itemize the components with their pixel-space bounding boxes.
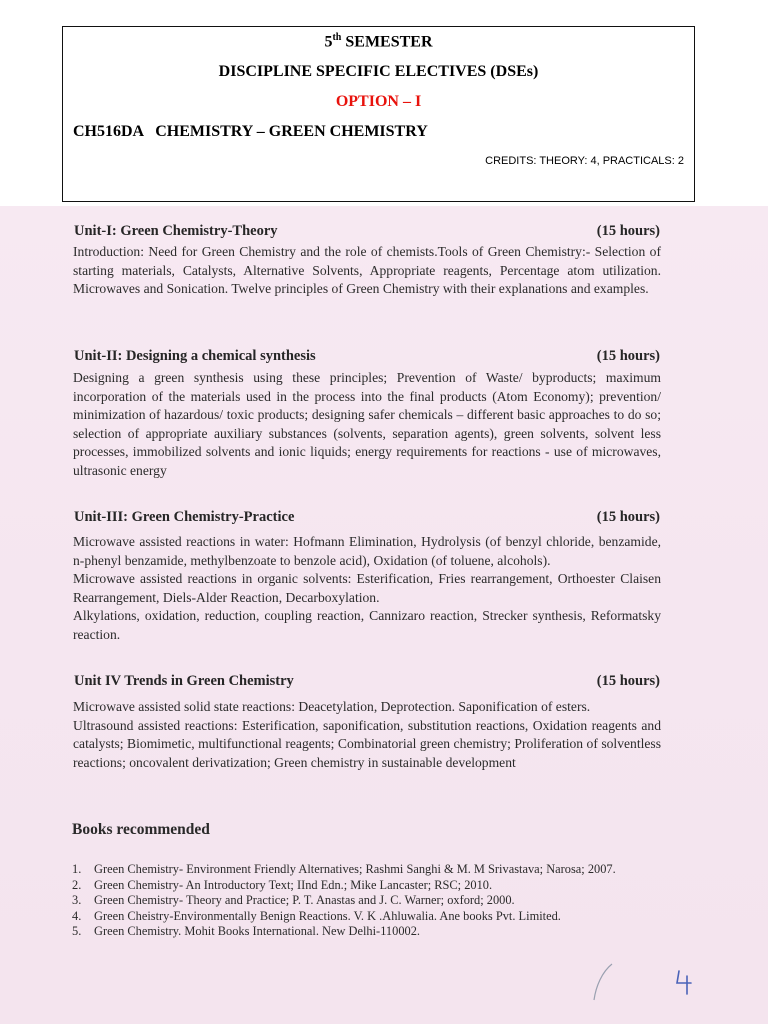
unit-title: Unit-I: Green Chemistry-Theory (74, 223, 278, 239)
book-item (72, 893, 668, 909)
book-text: Green Chemistry- Environment Friendly Alternatives; Rashmi Sanghi & M. M Srivastava; Narosa; 2007. (94, 862, 616, 876)
option-heading: OPTION – I (335, 93, 422, 110)
semester-word: SEMESTER (345, 33, 433, 51)
book-number: 4. (72, 908, 82, 923)
book-number: 2. (72, 877, 82, 892)
unit-paragraph: Alkylations, oxidation, reduction, coupling reaction, Cannizaro reaction, Strecker synthesis, Reformatsky reaction. (73, 608, 661, 642)
unit-3-body (73, 533, 661, 645)
books-heading: Books recommended (72, 821, 210, 838)
unit-1-body (73, 243, 661, 299)
unit-hours: (15 hours) (596, 509, 660, 525)
book-item (72, 878, 668, 894)
unit-paragraph: Microwave assisted solid state reactions: Deacetylation, Deprotection. Saponification of esters. (73, 699, 591, 714)
unit-paragraph: Microwave assisted reactions in water: Hofmann Elimination, Hydrolysis (of benzyl chloride, benzamide, n-phenyl benzamide, methylbenzoate to benzole acid), Oxidation (of toluene, alcohols). (73, 534, 661, 568)
pen-stroke-mark (588, 962, 618, 1002)
unit-2-heading (74, 348, 660, 365)
book-number: 1. (72, 862, 82, 876)
book-item (72, 924, 668, 940)
unit-hours: (15 hours) (596, 348, 660, 364)
book-item (72, 909, 668, 925)
handwritten-page-number (672, 968, 696, 996)
unit-paragraph: Microwave assisted reactions in organic solvents: Esterification, Fries rearrangement, Orthoester Claisen Rearrangement, Diels-Alder Reaction, Decarboxylation. (73, 571, 661, 605)
unit-4-body (73, 698, 661, 772)
unit-paragraph: Introduction: Need for Green Chemistry and the role of chemists.Tools of Green Chemistry:- Selection of starting materials, Catalysts, Alternative Solvents, Appropriate reagents, Percentage atom utilization. Microwaves and Sonication. Twelve principles of Green Chemistry with their explanations and examples. (73, 244, 661, 297)
semester-suffix: th (332, 32, 342, 43)
semester-number: 5 (324, 33, 333, 51)
unit-title: Unit-III: Green Chemistry-Practice (74, 509, 295, 525)
unit-4-heading (74, 673, 660, 690)
semester-heading (63, 32, 694, 51)
book-text: Green Cheistry-Environmentally Benign Reactions. V. K .Ahluwalia. Ane books Pvt. Limited. (94, 908, 561, 923)
course-title: CH516DA CHEMISTRY – GREEN CHEMISTRY (73, 123, 428, 140)
book-text: Green Chemistry- An Introductory Text; IInd Edn.; Mike Lancaster; RSC; 2010. (94, 877, 493, 892)
unit-hours: (15 hours) (596, 223, 660, 239)
book-number: 3. (72, 893, 82, 907)
unit-hours: (15 hours) (596, 673, 660, 689)
book-number: 5. (72, 924, 82, 938)
unit-title: Unit-II: Designing a chemical synthesis (74, 348, 316, 364)
dse-heading: DISCIPLINE SPECIFIC ELECTIVES (DSEs) (218, 63, 539, 80)
book-text: Green Chemistry- Theory and Practice; P. T. Anastas and J. C. Warner; oxford; 2000. (94, 893, 515, 907)
unit-title: Unit IV Trends in Green Chemistry (74, 673, 294, 689)
course-header-box (62, 26, 695, 202)
unit-3-heading (74, 509, 660, 526)
book-item (72, 862, 668, 878)
books-list (72, 862, 668, 940)
book-text: Green Chemistry. Mohit Books International. New Delhi-110002. (94, 924, 420, 938)
unit-paragraph: Designing a green synthesis using these principles; Prevention of Waste/ byproducts; maximum incorporation of the materials used in the process into the final products (Atom Economy); prevention/ minimization of hazardous/ toxic products; designing safer chemicals – different basic approaches to do so; selection of appropriate auxiliary substances (solvents, separation agents), green solvents, solvent less processes, immobilized solvents and ionic liquids; energy requirements for reactions - use of microwaves, ultrasonic energy (73, 370, 661, 478)
unit-1-heading (74, 223, 660, 240)
credits-line: CREDITS: THEORY: 4, PRACTICALS: 2 (485, 155, 684, 167)
unit-2-body (73, 369, 661, 481)
unit-paragraph: Ultrasound assisted reactions: Esterification, saponification, substitution reactions, Oxidation reagents and catalysts; Biomimetic, multifunctional reagents; Combinatorial green chemistry; Proliferation of solventless reactions; oncovalent derivatization; Green chemistry in sustainable development (73, 717, 661, 770)
